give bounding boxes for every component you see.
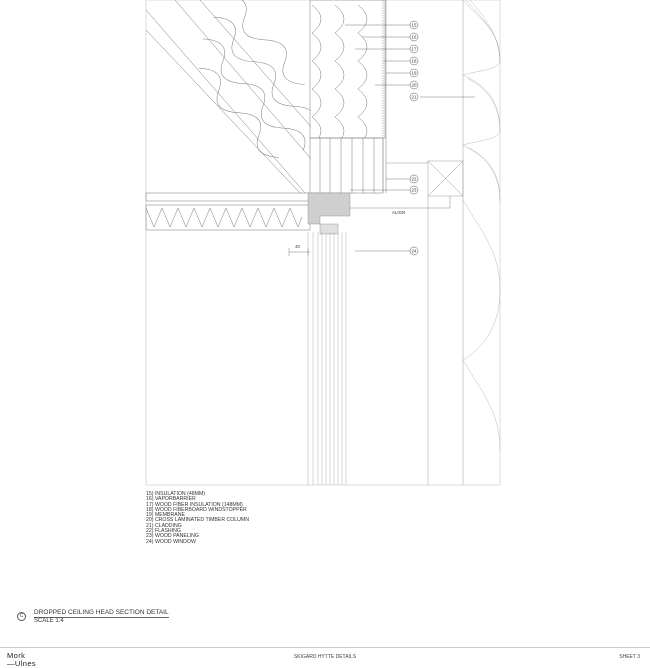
material-legend (146, 492, 249, 545)
logo-line-2: —Ulnes (7, 659, 37, 668)
wall-insulation (310, 0, 386, 193)
footer-divider (0, 647, 650, 648)
callout-18: 18 (411, 58, 417, 64)
sheet-title: SKIGARD HYTTE DETAILS (293, 654, 357, 660)
legend-item: 21) CLADDING (146, 522, 182, 529)
legend-item: 18) WOOD FIBERBOARD WINDSTOPPER (146, 506, 247, 513)
detail-scale: SCALE 1:4 (34, 618, 64, 624)
callout-19: 19 (411, 70, 417, 76)
legend-item: 19) MEMBRANE (146, 512, 185, 519)
callout-bubbles (410, 21, 418, 255)
callout-15: 15 (411, 22, 417, 28)
legend-item: 16) VAPORBARRIER (146, 496, 196, 503)
sheet-number: SHEET 3 (619, 654, 640, 660)
legend-item: 17) WOOD FIBER INSULATION (148MM) (146, 501, 243, 508)
legend-item: 24) WOOD WINDOW (146, 538, 196, 545)
legend-item: 15) INSULATION (48MM) (146, 491, 205, 497)
legend-item: 20) CROSS LAMINATED TIMBER COLUMN (146, 517, 249, 524)
legend-item: 23) WOOD PANELING (146, 533, 199, 540)
dimension-label: 40 (295, 244, 300, 249)
logo-line-1: Mork (7, 651, 26, 660)
dropped-ceiling (146, 193, 310, 230)
timber-column (310, 138, 383, 193)
callout-24: 24 (411, 248, 417, 254)
callout-20: 20 (411, 82, 417, 88)
wood-window (308, 232, 346, 485)
cladding (463, 0, 500, 450)
sill-block (320, 224, 338, 234)
callout-17: 17 (411, 46, 417, 52)
detail-marker: C (17, 612, 26, 621)
callout-23: 23 (411, 187, 417, 193)
roof-assembly (146, 0, 321, 193)
dimension-40 (289, 248, 310, 256)
align-label: ALIGN (392, 210, 406, 215)
callout-16: 16 (411, 34, 417, 40)
callout-21: 21 (411, 94, 417, 100)
detail-title: DROPPED CEILING HEAD SECTION DETAIL (34, 609, 169, 616)
exterior-wall (386, 0, 463, 485)
drawing-frame (146, 0, 500, 485)
callout-22: 22 (411, 176, 417, 182)
head-flashing (308, 193, 350, 224)
legend-item: 22) FLASHING (146, 528, 181, 535)
